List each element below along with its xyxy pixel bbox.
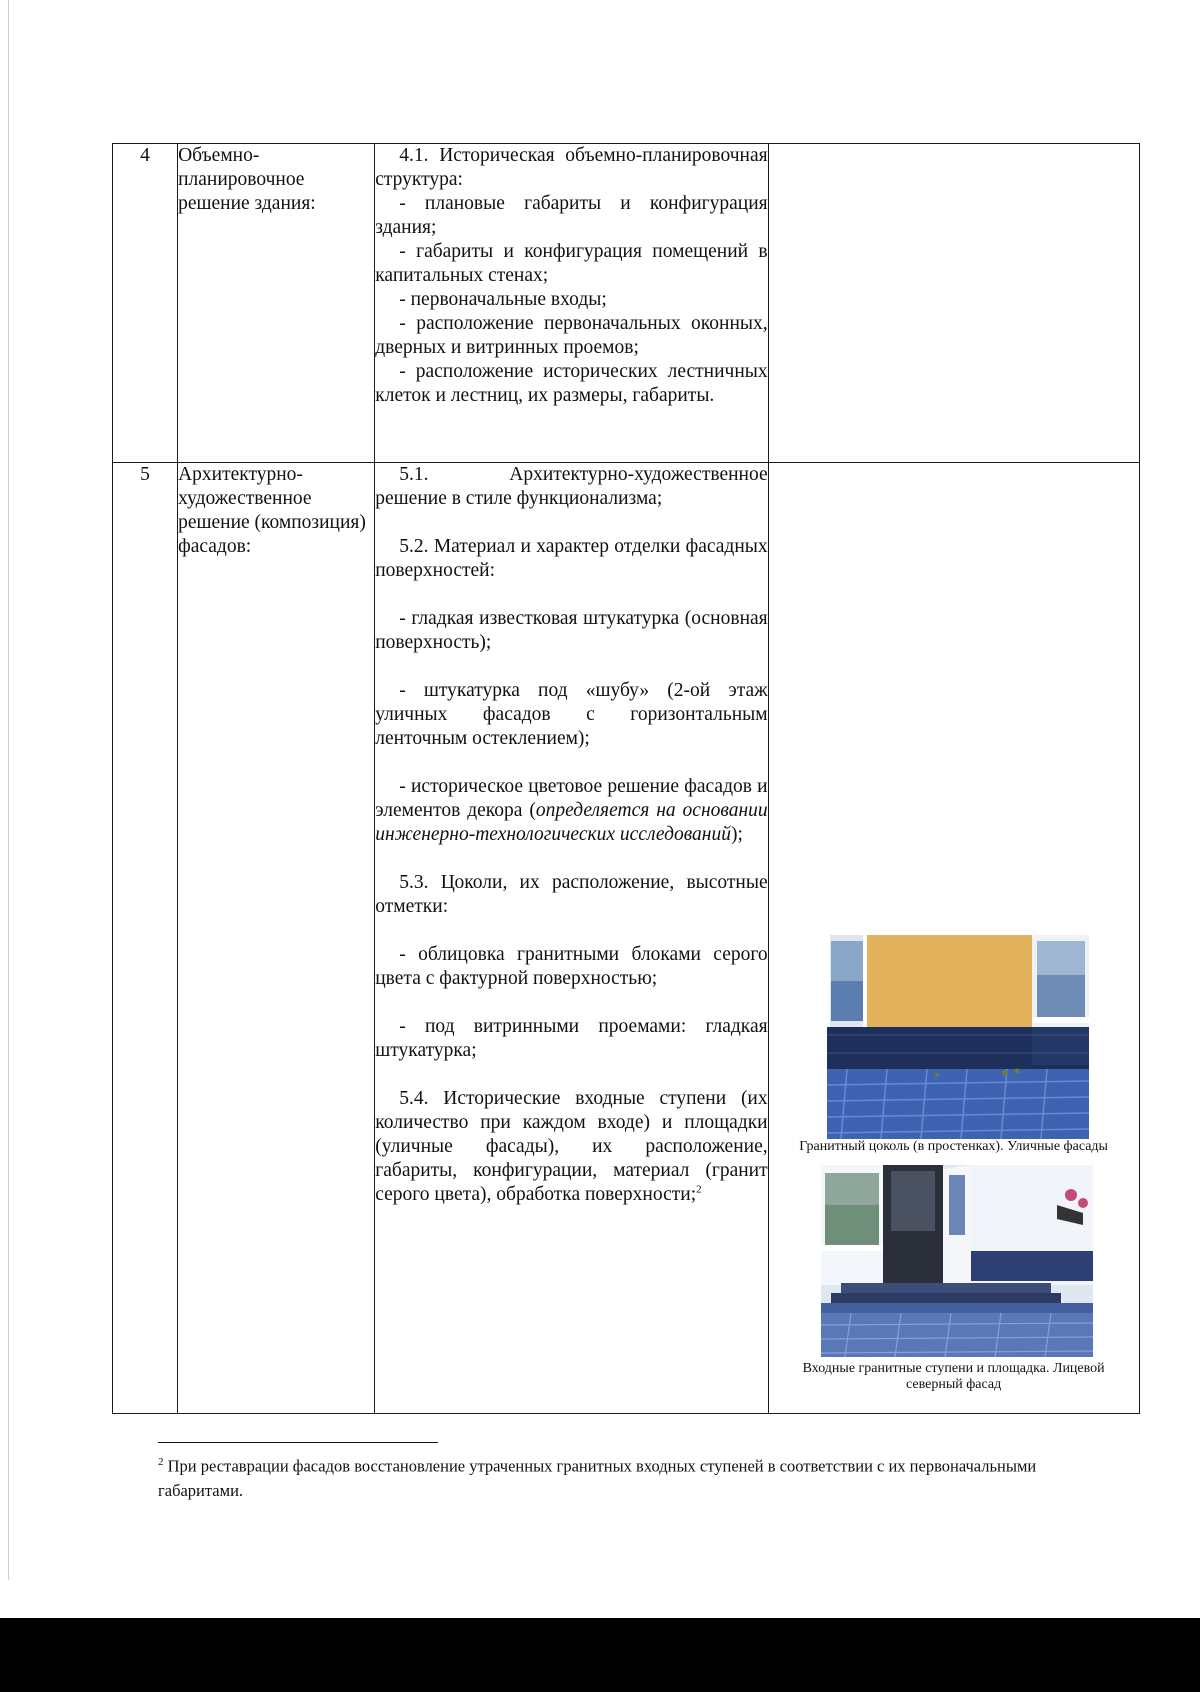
row-name xyxy=(178,144,375,463)
row-description xyxy=(375,144,768,463)
desc-paragraph: - плановые габариты и конфигурация здания; xyxy=(375,193,768,238)
row-image-cell xyxy=(768,144,1139,463)
photo-block-steps xyxy=(779,1165,1129,1393)
row-image-cell xyxy=(768,463,1139,1414)
row-number: 5 xyxy=(113,463,178,1414)
desc-paragraph: - расположение первоначальных оконных, дверных и витринных проемов; xyxy=(375,313,768,358)
footnote-reference: 2 xyxy=(696,1183,702,1196)
table-row-4 xyxy=(113,144,1140,463)
desc-paragraph: 5.2. Материал и характер отделки фасадных поверхностей: xyxy=(375,536,768,581)
photo-block-plinth xyxy=(779,935,1129,1155)
row-name-text: Объемно-планировочное решение здания: xyxy=(178,145,316,214)
desc-paragraph: - под витринными проемами: гладкая штукатурка; xyxy=(375,1016,768,1061)
footnote-text: При реставрации фасадов восстановление утраченных гранитных входных ступеней в соответствии с их первоначальными габаритами. xyxy=(158,1456,1037,1500)
desc-text: 5.4. Исторические входные ступени (их количество при каждом входе) и площадки (уличные фасады), их расположение, габариты, конфигурации, материал (гранит серого цвета), обработка поверхности; xyxy=(375,1088,768,1205)
photo-caption: Входные гранитные ступени и площадка. Лицевой северный фасад xyxy=(802,1361,1105,1392)
desc-paragraph xyxy=(375,1087,767,1207)
desc-paragraph: 5.1. Архитектурно-художественное решение в стиле функционализма; xyxy=(375,464,768,509)
row-description xyxy=(375,463,768,1414)
desc-paragraph: - облицовка гранитными блоками серого цвета с фактурной поверхностью; xyxy=(375,944,768,989)
footnote xyxy=(158,1450,1058,1503)
footnote-separator xyxy=(158,1442,438,1443)
desc-paragraph: 5.3. Цоколи, их расположение, высотные отметки: xyxy=(375,872,768,917)
scan-bottom-border xyxy=(0,1618,1200,1692)
desc-text: - историческое цветовое решение фасадов и элементов декора ( xyxy=(375,776,768,821)
desc-paragraph: - габариты и конфигурация помещений в капитальных стенах; xyxy=(375,241,768,286)
desc-italic-text: определяется на основании инженерно-технологических исследований xyxy=(375,800,768,845)
desc-paragraph: 4.1. Историческая объемно-планировочная структура: xyxy=(375,145,768,190)
row-name xyxy=(178,463,375,1414)
desc-paragraph: - первоначальные входы; xyxy=(399,289,607,310)
desc-paragraph: - гладкая известковая штукатурка (основная поверхность); xyxy=(375,608,768,653)
photo-caption: Гранитный цоколь (в простенках). Уличные фасады xyxy=(799,1139,1108,1154)
table-row-5 xyxy=(113,463,1140,1414)
photo-entrance-steps xyxy=(821,1165,1093,1357)
desc-text: ); xyxy=(730,824,743,845)
desc-paragraph: - штукатурка под «шубу» (2-ой этаж уличных фасадов с горизонтальным ленточным остеклением); xyxy=(375,680,768,749)
heritage-table xyxy=(112,143,1140,1414)
footnote-mark: 2 xyxy=(158,1456,164,1468)
row-number: 4 xyxy=(113,144,178,463)
desc-paragraph xyxy=(375,775,767,847)
desc-paragraph: - расположение исторических лестничных клеток и лестниц, их размеры, габариты. xyxy=(375,361,768,406)
page-edge xyxy=(8,0,9,1580)
row-name-text: Архитектурно-художественное решение (композиция) фасадов: xyxy=(178,464,366,557)
photo-granite-plinth xyxy=(827,935,1089,1139)
